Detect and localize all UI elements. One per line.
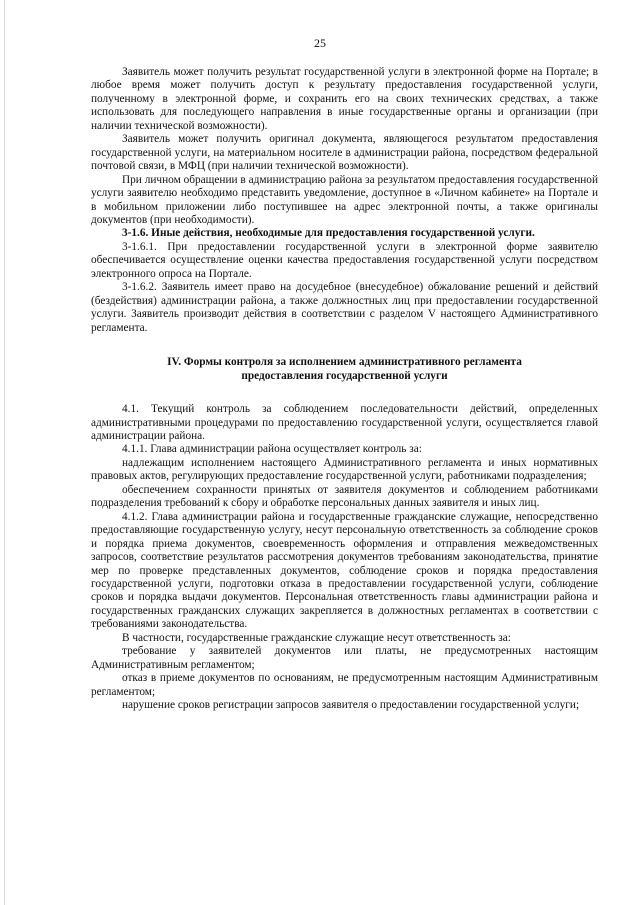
paragraph-result-original: Заявитель может получить оригинал документа, являющегося результатом предоставления государственной услуги, на материальном носителе в администрации района, посредством федеральной почтовой связи, в МФЦ (при наличии технической возможности). [91,133,598,173]
paragraph-3-1-6-1: 3-1.6.1. При предоставлении государственной услуги в электронной форме заявителю обеспечивается осуществление оценки качества предоставления государственной услуги посредством электронного опроса на Портале. [91,240,598,280]
list-item-deadline-violation: нарушение сроков регистрации запросов заявителя о предоставлении государственной услуги; [122,699,580,712]
list-item-proper-execution: надлежащим исполнением настоящего Административного регламента и иных нормативных правовых актов, регулирующих предоставление государственной услуги, работниками подразделения; [91,456,598,483]
paragraph-result-electronic: Заявитель может получить результат государственной услуги в электронной форме на Портале; в любое время может получить доступ к результату предоставления государственной услуги, полученному в электронной форме, и сохранить его на своих технических средствах, а также использовать для последующего направления в иные государственные органы и организации (при наличии технической возможности). [91,66,598,132]
paragraph-4-1-1: 4.1.1. Глава администрации района осуществляет контроль за: [122,443,422,456]
page-number: 25 [314,36,326,50]
paragraph-personal-visit: При личном обращении в администрацию района за результатом предоставления государственной услуги заявителю необходимо представить уведомление, доступное в «Личном кабинете» на Портале и в мобильном приложении либо поступившее на адрес электронной почты, а также оригиналы документов (при необходимости). [91,173,598,226]
paragraph-3-1-6-2: 3-1.6.2. Заявитель имеет право на досудебное (внесудебное) обжалование решений и действий (бездействия) администрации района, а также должностных лиц при предоставлении государственной услуги. Заявитель производит действия в соответствии с разделом V настоящего Административного регламента. [91,281,598,334]
paragraph-4-1: 4.1. Текущий контроль за соблюдением последовательности действий, определенных административными процедурами по предоставлению государственной услуги, осуществляется главой администрации района. [91,403,598,442]
list-item-document-safety: обеспечением сохранности принятых от заявителя документов и соблюдением работниками подразделения требований к сбору и обработке персональных данных заявителя и иных лиц. [91,483,598,510]
list-item-demand-documents: требование у заявителей документов или платы, не предусмотренных настоящим Административным регламентом; [91,645,598,671]
document-body [91,66,598,712]
list-item-refusal: отказ в приеме документов по основаниям, не предусмотренным настоящим Административным регламентом; [91,672,598,698]
subheading-other-actions: 3-1.6. Иные действия, необходимые для предоставления государственной услуги. [122,227,535,240]
section-heading [91,355,598,383]
section-heading-line-2: предоставления государственной услуги [241,370,448,383]
section-heading-line-1: IV. Формы контроля за исполнением административного регламента [167,356,522,369]
paragraph-responsibility-intro: В частности, государственные гражданские служащие несут ответственность за: [122,631,511,644]
scan-edge-line [4,0,5,905]
paragraph-4-1-2: 4.1.2. Глава администрации района и государственные гражданские служащие, непосредственно предоставляющие государственную услугу, несут персональную ответственность за соблюдение сроков и порядка приема документов, своевременность оформления и отправления межведомственных запросов, соответствие результатов рассмотрения документов требованиям законодательства, принятие мер по проверке представленных документов, соблюдение сроков и порядка предоставления государственной услуги, подготовки отказа в предоставлении государственной услуги, соблюдение сроков и порядка выдачи документов. Персональная ответственность главы администрации района и государственных гражданских служащих закрепляется в должностных регламентах в соответствии с требованиями законодательства. [91,510,598,631]
